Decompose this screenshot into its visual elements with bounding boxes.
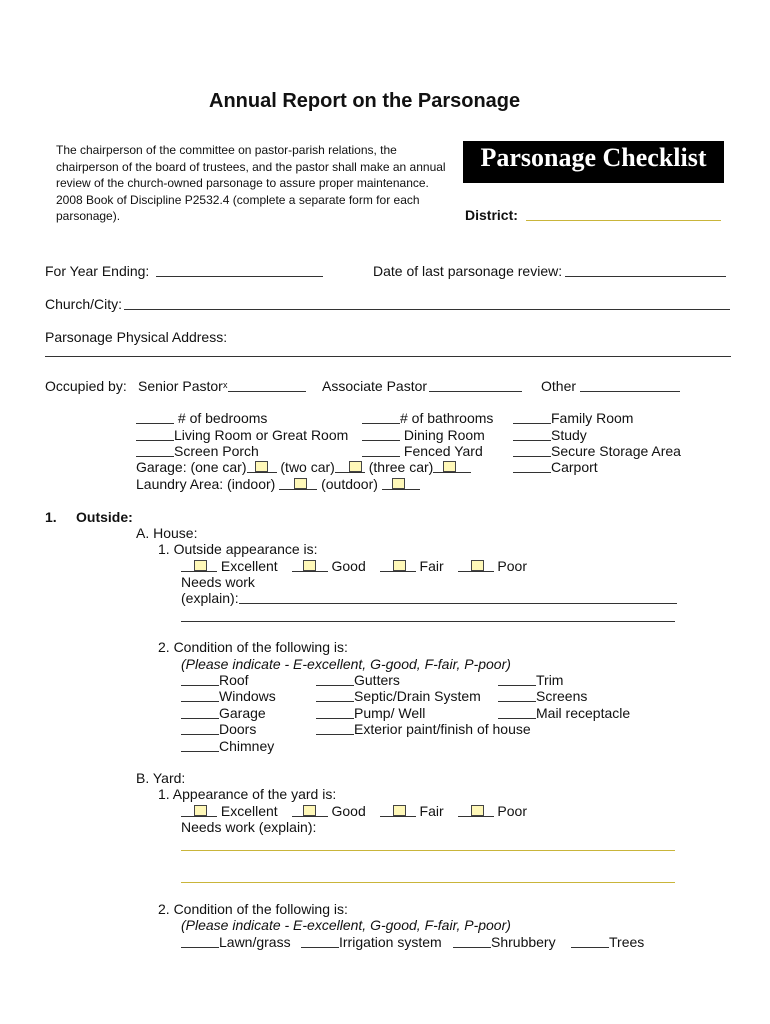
- exterior-item: [316, 721, 531, 737]
- irrigation-blank[interactable]: [301, 936, 339, 948]
- section-number: 1.: [45, 509, 57, 525]
- bathrooms-blank[interactable]: [362, 412, 400, 424]
- house-heading: A. House:: [136, 525, 198, 541]
- intro-text: The chairperson of the committee on pastor-parish relations, the chairperson of the board of trustees, and the pastor shall make an annual review of the church-owned parsonage to assure proper maintenance. 2008 Book of Discipline P2532.4 (complete a separate form for each parsonage).: [56, 143, 446, 223]
- shrubbery-item: [453, 934, 556, 950]
- laundry-row: [136, 476, 420, 492]
- windows-item: [181, 688, 276, 704]
- doors-blank[interactable]: [181, 723, 219, 735]
- living-room-row: [136, 427, 348, 443]
- exterior-label: Exterior paint/finish of house: [354, 721, 531, 737]
- associate-pastor-field[interactable]: [429, 391, 522, 392]
- section-title: Outside:: [76, 509, 133, 525]
- appearance-rating-row: [181, 558, 527, 574]
- living-room-blank[interactable]: [136, 429, 174, 441]
- yard-poor-blank[interactable]: [458, 805, 494, 817]
- family-room-label: Family Room: [551, 410, 634, 426]
- yard-excellent-checkbox[interactable]: [194, 805, 207, 816]
- fenced-yard-label: Fenced Yard: [403, 443, 483, 459]
- shrubbery-blank[interactable]: [453, 936, 491, 948]
- outdoor-blank[interactable]: [382, 478, 420, 490]
- septic-item: [316, 688, 481, 704]
- septic-blank[interactable]: [316, 690, 354, 702]
- chimney-item: [181, 738, 274, 754]
- garage-row: [136, 459, 471, 475]
- yard-good-label: Good: [331, 803, 366, 819]
- yard-condition-label: 2. Condition of the following is:: [158, 901, 348, 917]
- pump-blank[interactable]: [316, 707, 354, 719]
- explain-label: (explain):: [181, 590, 239, 606]
- mail-label: Mail receptacle: [536, 705, 631, 721]
- doors-item: [181, 721, 256, 737]
- screens-item: [498, 688, 587, 704]
- study-row: [513, 427, 587, 443]
- screens-blank[interactable]: [498, 690, 536, 702]
- one-car-blank[interactable]: [247, 461, 277, 473]
- screens-label: Screens: [536, 688, 588, 704]
- indicate-note: (Please indicate - E-excellent, G-good, F-fair, P-poor): [181, 656, 511, 672]
- roof-blank[interactable]: [181, 674, 219, 686]
- yard-excellent-label: Excellent: [220, 803, 278, 819]
- carport-row: [513, 459, 598, 475]
- roof-label: Roof: [219, 672, 249, 688]
- bedrooms-blank[interactable]: [136, 412, 174, 424]
- address-field[interactable]: [45, 356, 731, 357]
- year-ending-field[interactable]: [156, 276, 323, 277]
- yard-indicate-note: (Please indicate - E-excellent, G-good, F-fair, P-poor): [181, 917, 511, 933]
- senior-pastor-label: Senior Pastor: [138, 378, 223, 394]
- lawn-item: [181, 934, 291, 950]
- year-ending-label: For Year Ending:: [45, 263, 150, 279]
- study-label: Study: [551, 427, 587, 443]
- bathrooms-label: # of bathrooms: [400, 410, 494, 426]
- yard-heading: B. Yard:: [136, 770, 186, 786]
- three-car-checkbox[interactable]: [443, 461, 456, 472]
- condition-label: 2. Condition of the following is:: [158, 639, 348, 655]
- explain-field-2[interactable]: [181, 621, 675, 622]
- other-field[interactable]: [580, 391, 680, 392]
- district-label: District:: [465, 207, 518, 223]
- windows-blank[interactable]: [181, 690, 219, 702]
- two-car-label: (two car): [280, 459, 335, 475]
- outdoor-label: (outdoor): [321, 476, 378, 492]
- fenced-yard-blank[interactable]: [362, 445, 400, 457]
- bathrooms-row: [362, 410, 493, 426]
- church-city-label: Church/City:: [45, 296, 123, 312]
- doors-label: Doors: [219, 721, 257, 737]
- good-blank[interactable]: [292, 560, 328, 572]
- address-label: Parsonage Physical Address:: [45, 329, 228, 345]
- carport-blank[interactable]: [513, 461, 551, 473]
- gutters-item: [316, 672, 400, 688]
- one-car-checkbox[interactable]: [255, 461, 268, 472]
- last-review-field[interactable]: [565, 276, 726, 277]
- garage-label: Garage: (one car): [136, 459, 247, 475]
- irrigation-item: [301, 934, 442, 950]
- poor-checkbox[interactable]: [471, 560, 484, 571]
- other-label: Other: [541, 378, 577, 394]
- occupied-label: Occupied by:: [45, 378, 127, 394]
- trees-label: Trees: [609, 934, 645, 950]
- septic-label: Septic/Drain System: [354, 688, 481, 704]
- bedrooms-label: # of bedrooms: [177, 410, 268, 426]
- bedrooms-row: [136, 410, 267, 426]
- garage-blank[interactable]: [181, 707, 219, 719]
- storage-row: [513, 443, 681, 459]
- page-title: Annual Report on the Parsonage: [209, 90, 521, 112]
- two-car-blank[interactable]: [335, 461, 365, 473]
- fair-label: Fair: [419, 558, 444, 574]
- yard-poor-label: Poor: [497, 803, 527, 819]
- fair-checkbox[interactable]: [393, 560, 406, 571]
- trim-label: Trim: [536, 672, 564, 688]
- dining-room-row: [362, 427, 485, 443]
- yard-rating-row: [181, 803, 527, 819]
- fenced-yard-row: [362, 443, 483, 459]
- garage-cond-label: Garage: [219, 705, 266, 721]
- excellent-label: Excellent: [220, 558, 278, 574]
- yard-fair-checkbox[interactable]: [393, 805, 406, 816]
- checklist-banner: Parsonage Checklist: [463, 141, 724, 183]
- outside-appearance-label: 1. Outside appearance is:: [158, 541, 318, 557]
- family-room-blank[interactable]: [513, 412, 551, 424]
- yard-explain-field-1[interactable]: [181, 850, 675, 851]
- exterior-blank[interactable]: [316, 723, 354, 735]
- lawn-label: Lawn/grass: [219, 934, 291, 950]
- fair-blank[interactable]: [380, 560, 416, 572]
- excellent-blank[interactable]: [181, 560, 217, 572]
- indoor-blank[interactable]: [279, 478, 317, 490]
- senior-pastor-mark: x: [223, 380, 228, 390]
- mail-item: [498, 705, 630, 721]
- lawn-blank[interactable]: [181, 936, 219, 948]
- trim-item: [498, 672, 563, 688]
- gutters-label: Gutters: [354, 672, 400, 688]
- mail-blank[interactable]: [498, 707, 536, 719]
- poor-blank[interactable]: [458, 560, 494, 572]
- pump-item: [316, 705, 425, 721]
- study-blank[interactable]: [513, 429, 551, 441]
- chimney-blank[interactable]: [181, 740, 219, 752]
- two-car-checkbox[interactable]: [349, 461, 362, 472]
- yard-fair-label: Fair: [419, 803, 444, 819]
- yard-fair-blank[interactable]: [380, 805, 416, 817]
- dining-room-blank[interactable]: [362, 429, 400, 441]
- pump-label: Pump/ Well: [354, 705, 426, 721]
- good-checkbox[interactable]: [303, 560, 316, 571]
- windows-label: Windows: [219, 688, 276, 704]
- explain-field-1[interactable]: [239, 603, 677, 604]
- chimney-label: Chimney: [219, 738, 275, 754]
- carport-label: Carport: [551, 459, 598, 475]
- laundry-label: Laundry Area: (indoor): [136, 476, 276, 492]
- screen-porch-blank[interactable]: [136, 445, 174, 457]
- living-room-label: Living Room or Great Room: [174, 427, 349, 443]
- senior-pastor-field[interactable]: [228, 391, 306, 392]
- yard-good-blank[interactable]: [292, 805, 328, 817]
- dining-room-label: Dining Room: [403, 427, 485, 443]
- screen-porch-row: [136, 443, 259, 459]
- yard-explain-field-2[interactable]: [181, 882, 675, 883]
- yard-appearance-label: 1. Appearance of the yard is:: [158, 786, 337, 802]
- trim-blank[interactable]: [498, 674, 536, 686]
- yard-excellent-blank[interactable]: [181, 805, 217, 817]
- roof-item: [181, 672, 249, 688]
- three-car-blank[interactable]: [433, 461, 471, 473]
- family-room-row: [513, 410, 633, 426]
- good-label: Good: [331, 558, 366, 574]
- yard-good-checkbox[interactable]: [303, 805, 316, 816]
- irrigation-label: Irrigation system: [339, 934, 442, 950]
- garage-item: [181, 705, 266, 721]
- associate-pastor-label: Associate Pastor: [322, 378, 428, 394]
- last-review-label: Date of last parsonage review:: [373, 263, 563, 279]
- storage-label: Secure Storage Area: [551, 443, 681, 459]
- trees-item: [571, 934, 644, 950]
- yard-poor-checkbox[interactable]: [471, 805, 484, 816]
- needs-work-label: Needs work: [181, 574, 255, 590]
- church-city-field[interactable]: [124, 309, 730, 310]
- district-field[interactable]: [526, 220, 721, 221]
- shrubbery-label: Shrubbery: [491, 934, 556, 950]
- gutters-blank[interactable]: [316, 674, 354, 686]
- trees-blank[interactable]: [571, 936, 609, 948]
- indoor-checkbox[interactable]: [294, 478, 307, 489]
- yard-needs-work-label: Needs work (explain):: [181, 819, 317, 835]
- storage-blank[interactable]: [513, 445, 551, 457]
- excellent-checkbox[interactable]: [194, 560, 207, 571]
- poor-label: Poor: [497, 558, 527, 574]
- outdoor-checkbox[interactable]: [392, 478, 405, 489]
- three-car-label: (three car): [368, 459, 434, 475]
- screen-porch-label: Screen Porch: [174, 443, 259, 459]
